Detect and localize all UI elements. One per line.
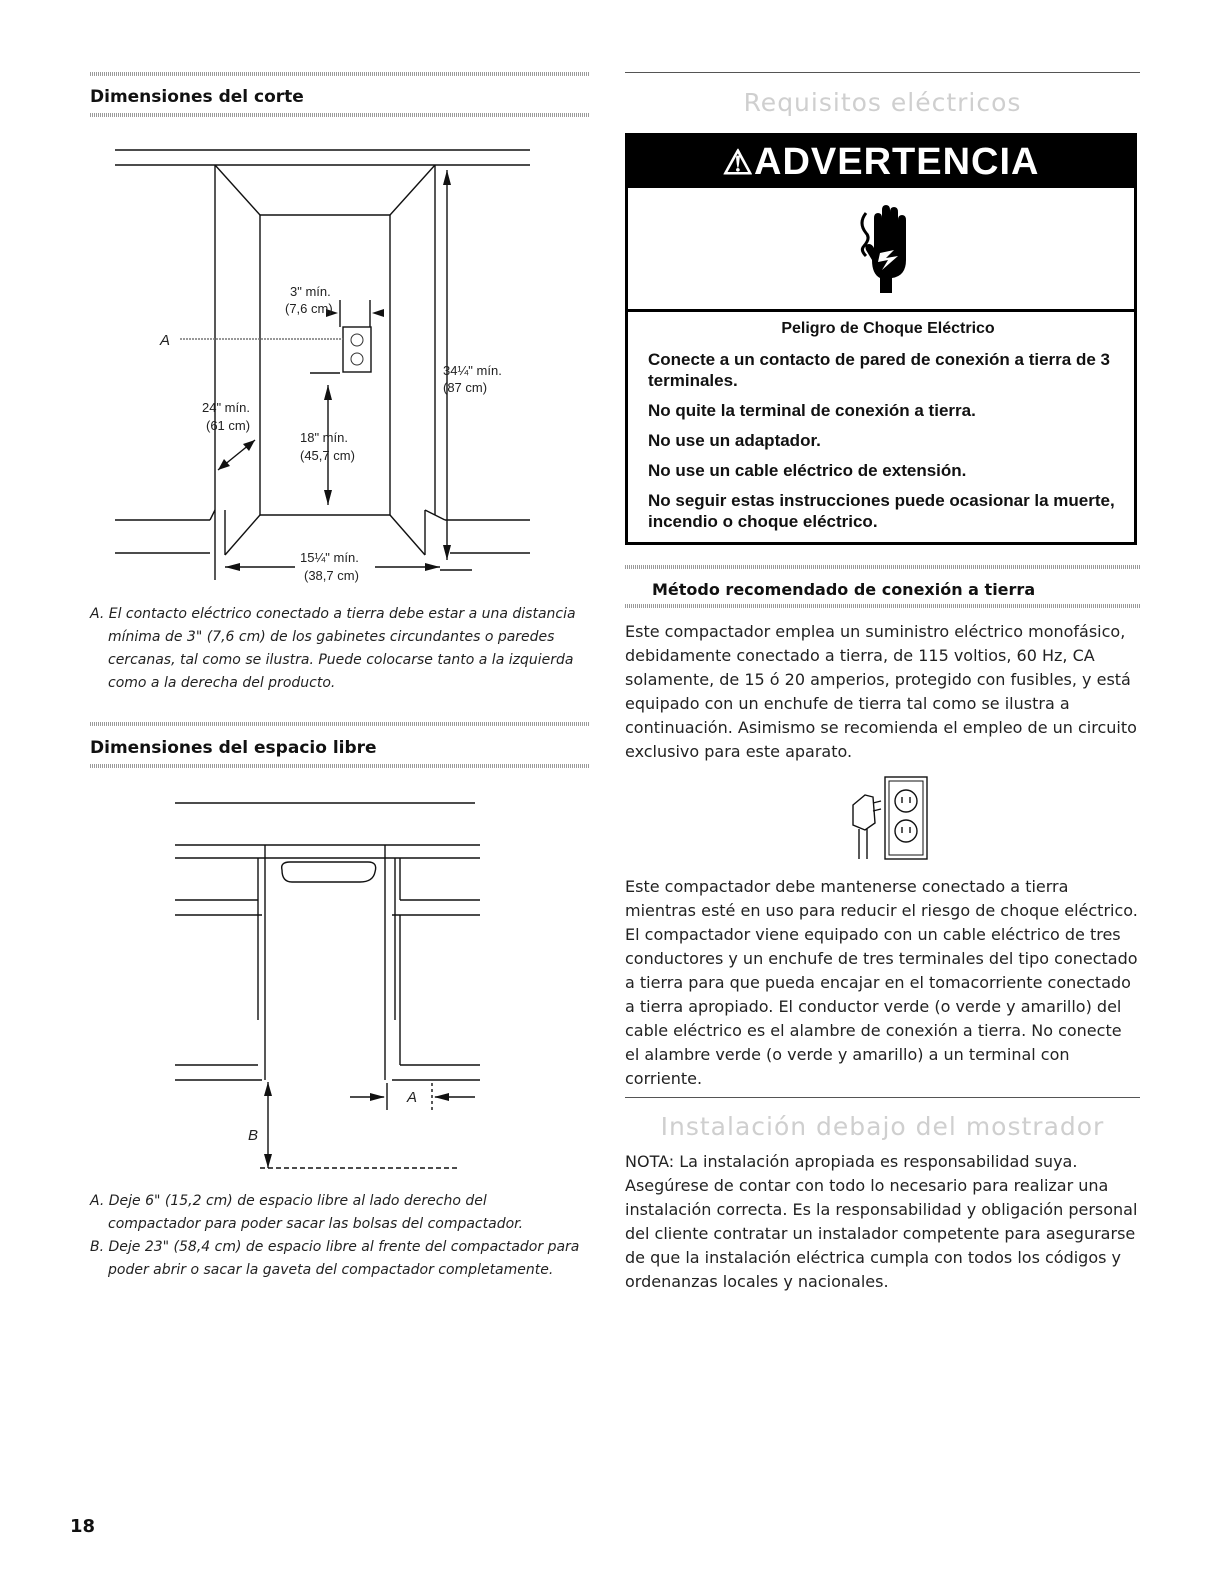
- note-label: NOTA:: [625, 1152, 675, 1171]
- clearance-caption-b: B. Deje 23" (58,4 cm) de espacio libre al frente del compactador para poder abrir o sacar la gaveta del compactador completamente.: [90, 1239, 580, 1278]
- grounding-text-2: Este compactador debe mantenerse conectado a tierra mientras esté en uso para reducir el riesgo de choque eléctrico. El compactador viene equipado con un cable eléctrico de tres conductores y un enchufe de tres terminales del tipo conectado a tierra para que pueda encajar en el tomacorriente conectado a tierra apropiado. El conductor verde (o verde y amarillo) del cable eléctrico es el alambre de conexión a tierra. No conecte el alambre verde (o verde y amarillo) a un terminal con corriente.: [625, 877, 1138, 1088]
- outlet-height-label-1: 18" mín.: [300, 430, 348, 445]
- height-label-2: (61 cm): [206, 418, 251, 433]
- warning-text: [648, 318, 1128, 541]
- warning-line-4: No use un cable eléctrico de extensión.: [648, 461, 967, 480]
- warning-header: [628, 136, 1134, 188]
- grounded-plug-outlet-icon: [843, 775, 943, 865]
- undercounter-title: Instalación debajo del mostrador: [660, 1112, 1105, 1141]
- clearance-dimensions-diagram: [170, 790, 500, 1180]
- width-label-2: (38,7 cm): [304, 568, 359, 583]
- warning-hazard: Peligro de Choque Eléctrico: [781, 320, 995, 337]
- clearance-heading-top-rule: [90, 722, 590, 726]
- warning-line-1: Conecte a un contacto de pared de conexión a tierra de 3 terminales.: [648, 350, 1110, 390]
- cutout-heading-top-rule: [90, 72, 590, 76]
- warning-line-3: No use un adaptador.: [648, 431, 821, 450]
- clearance-heading-bottom-rule: [90, 764, 590, 768]
- note-text: La instalación apropiada es responsabilidad suya. Asegúrese de contar con todo lo necesario para realizar una instalación correcta. Es la responsabilidad y obligación personal del cliente contratar un instalador competente para asegurarse de que la instalación eléctrica cumpla con todos los códigos y ordenanzas locales y nacionales.: [625, 1152, 1138, 1291]
- grounding-text: Este compactador emplea un suministro eléctrico monofásico, debidamente conectado a tierra, de 115 voltios, 60 Hz, CA solamente, de 15 ó 20 amperios, protegido con fusibles, y está equipado con un enchufe de tierra tal como se ilustra a continuación. Asimismo se recomienda el empleo de un circuito exclusivo para este aparato.: [625, 622, 1137, 761]
- clearance-heading: Dimensiones del espacio libre: [90, 738, 377, 758]
- outlet-gap-label-1: 3" mín.: [290, 284, 331, 299]
- outlet-height-label-2: (45,7 cm): [300, 448, 355, 463]
- width-label-1: 15¼" mín.: [300, 550, 359, 565]
- warning-line-5: No seguir estas instrucciones puede ocasionar la muerte, incendio o choque eléctrico.: [648, 491, 1115, 531]
- warning-triangle-icon: ⚠: [722, 144, 754, 182]
- warning-header-text: ADVERTENCIA: [754, 141, 1040, 183]
- electric-shock-hand-icon: [856, 198, 916, 298]
- undercounter-top-rule: [625, 1097, 1140, 1098]
- opening-height-label-1: 34¼" mín.: [443, 363, 502, 378]
- cutout-heading: Dimensiones del corte: [90, 87, 304, 107]
- cutout-label-a: A: [160, 332, 171, 349]
- height-label-1: 24" mín.: [202, 400, 250, 415]
- clearance-label-a: A: [407, 1089, 418, 1106]
- clearance-captions: [90, 1190, 580, 1282]
- cutout-dimensions-diagram: [100, 140, 540, 590]
- grounding-heading: Método recomendado de conexión a tierra: [652, 580, 1036, 599]
- clearance-caption-a: A. Deje 6" (15,2 cm) de espacio libre al lado derecho del compactador para poder sacar las bolsas del compactador.: [90, 1193, 524, 1232]
- cutout-caption: [90, 603, 580, 695]
- warning-box: [625, 133, 1137, 545]
- electrical-title: Requisitos eléctricos: [743, 88, 1022, 117]
- electrical-top-rule: [625, 72, 1140, 73]
- warning-line-2: No quite la terminal de conexión a tierra.: [648, 401, 976, 420]
- cutout-heading-bottom-rule: [90, 113, 590, 117]
- grounding-heading-bottom-rule: [625, 604, 1140, 608]
- clearance-label-b: B: [248, 1127, 259, 1144]
- grounding-heading-top-rule: [625, 565, 1140, 569]
- note-paragraph: [625, 1150, 1140, 1294]
- warning-icon-area: [628, 188, 1134, 312]
- outlet-gap-label-2: (7,6 cm): [285, 301, 333, 316]
- page-number: 18: [70, 1516, 96, 1537]
- opening-height-label-2: (87 cm): [443, 380, 488, 395]
- cutout-caption-text: A. El contacto eléctrico conectado a tierra debe estar a una distancia mínima de 3" (7,6 cm) de los gabinetes circundantes o paredes cercanas, tal como se ilustra. Puede colocarse tanto a la izquierda como a la derecha del producto.: [90, 606, 576, 691]
